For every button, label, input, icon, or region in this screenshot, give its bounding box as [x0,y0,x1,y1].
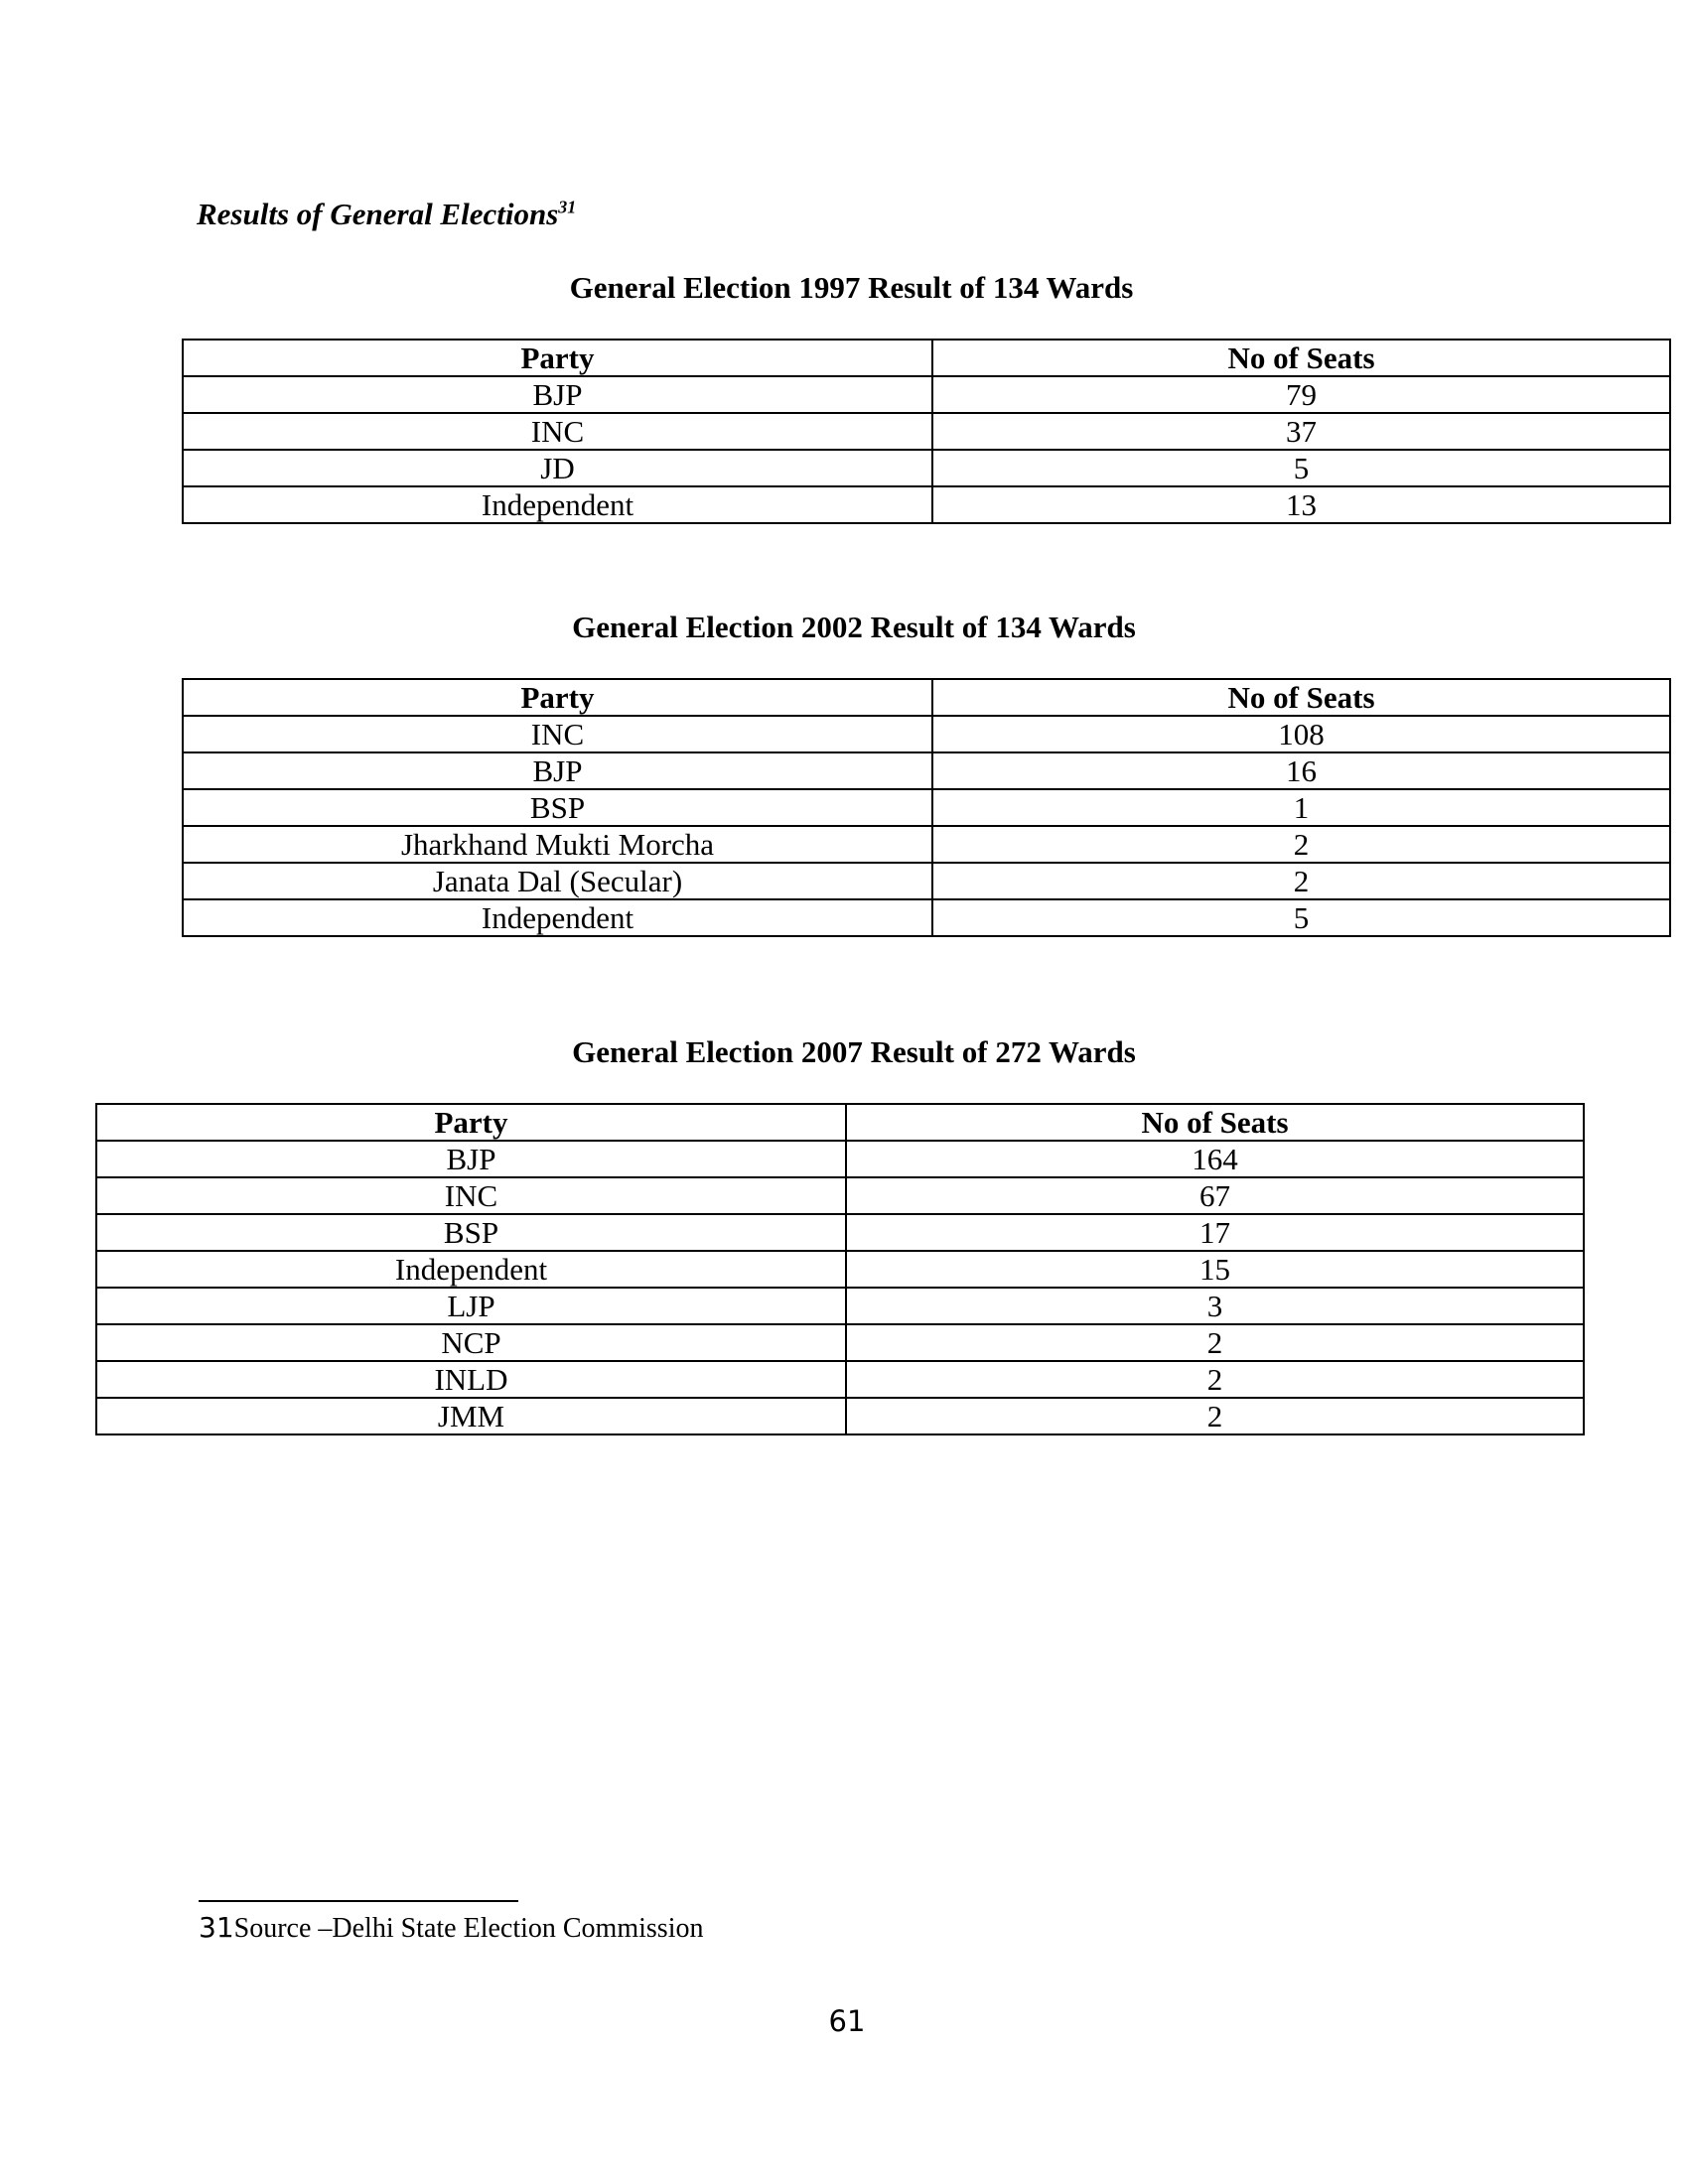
table-row [183,899,1670,936]
footnote-reference: 31 [558,197,577,217]
seats-cell: 5 [932,450,1670,486]
seats-cell: 108 [932,716,1670,752]
results-table-2007 [95,1103,1585,1435]
party-cell: Independent [183,486,932,523]
seats-cell: 67 [846,1177,1584,1214]
seats-cell: 164 [846,1141,1584,1177]
table-row [183,863,1670,899]
party-cell: BSP [183,789,932,826]
party-cell: INLD [96,1361,846,1398]
table-row [183,413,1670,450]
table-header-row [183,679,1670,716]
footnote-divider [199,1900,518,1902]
party-cell: INC [183,716,932,752]
seats-cell: 3 [846,1288,1584,1324]
seats-cell: 37 [932,413,1670,450]
seats-cell: 2 [846,1398,1584,1434]
party-cell: Independent [96,1251,846,1288]
section-heading [197,195,576,234]
header-seats: No of Seats [932,340,1670,376]
section-heading-text: Results of General Elections [197,197,559,231]
table-row [183,826,1670,863]
seats-cell: 2 [846,1324,1584,1361]
seats-cell: 1 [932,789,1670,826]
party-cell: Janata Dal (Secular) [183,863,932,899]
table-row [183,486,1670,523]
seats-cell: 5 [932,899,1670,936]
footnote-text: Source –Delhi State Election Commission [233,1913,704,1944]
table-row [96,1361,1584,1398]
table-row [183,450,1670,486]
party-cell: JMM [96,1398,846,1434]
results-table-1997 [182,339,1671,524]
seats-cell: 2 [932,863,1670,899]
party-cell: BSP [96,1214,846,1251]
footnote-number: 31 [199,1911,234,1944]
table-header-row [96,1104,1584,1141]
table-row [183,376,1670,413]
table-row [96,1398,1584,1434]
party-cell: JD [183,450,932,486]
header-party: Party [183,679,932,716]
table-row [183,752,1670,789]
footnote [199,1910,703,1947]
party-cell: INC [96,1177,846,1214]
table-row [96,1214,1584,1251]
table-header-row [183,340,1670,376]
seats-cell: 17 [846,1214,1584,1251]
table-title-1997: General Election 1997 Result of 134 Wards [569,270,1134,305]
table-row [96,1324,1584,1361]
table-row [96,1288,1584,1324]
party-cell: BJP [96,1141,846,1177]
seats-cell: 13 [932,486,1670,523]
party-cell: BJP [183,376,932,413]
table-row [96,1251,1584,1288]
party-cell: Independent [183,899,932,936]
table-row [96,1177,1584,1214]
seats-cell: 16 [932,752,1670,789]
party-cell: BJP [183,752,932,789]
seats-cell: 79 [932,376,1670,413]
header-seats: No of Seats [846,1104,1584,1141]
header-party: Party [96,1104,846,1141]
party-cell: NCP [96,1324,846,1361]
table-title-2002: General Election 2002 Result of 134 Wards [572,610,1136,644]
party-cell: Jharkhand Mukti Morcha [183,826,932,863]
table-row [183,716,1670,752]
table-row [96,1141,1584,1177]
seats-cell: 15 [846,1251,1584,1288]
seats-cell: 2 [932,826,1670,863]
table-title-2007: General Election 2007 Result of 272 Wards [572,1034,1136,1069]
header-party: Party [183,340,932,376]
party-cell: LJP [96,1288,846,1324]
results-table-2002 [182,678,1671,937]
table-row [183,789,1670,826]
seats-cell: 2 [846,1361,1584,1398]
header-seats: No of Seats [932,679,1670,716]
page-number: 61 [828,2004,866,2038]
party-cell: INC [183,413,932,450]
